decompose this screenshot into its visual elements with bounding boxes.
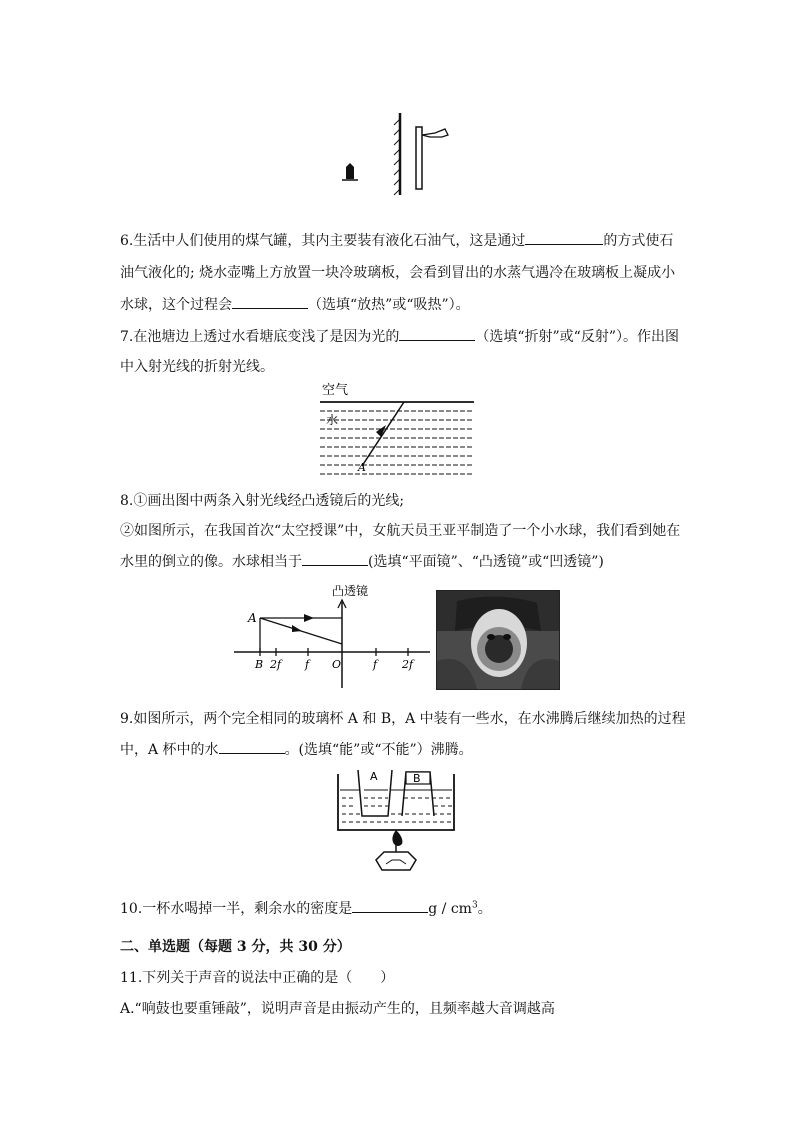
glass-cups-figure xyxy=(330,768,462,878)
water-ball-photo xyxy=(436,590,560,690)
q6-text: 水球，这个过程会 xyxy=(120,297,232,313)
q6-answer-blank-1[interactable] xyxy=(525,232,603,245)
q9-line-1: 9.如图所示，两个完全相同的玻璃杯 A 和 B，A 中装有一些水，在水沸腾后继续加热的过程 xyxy=(120,711,686,727)
q8-text: 水里的倒立的像。水球相当于 xyxy=(120,554,302,570)
q10-text: 10.一杯水喝掉一半，剩余水的密度是 xyxy=(120,901,353,917)
q8-line-1: 8.①画出图中两条入射光线经凸透镜后的光线; xyxy=(120,493,405,509)
origin-label: O xyxy=(332,658,342,671)
2f-left-label: 2f xyxy=(270,658,282,671)
q10-unit-exponent: 3 xyxy=(471,900,478,911)
q8-answer-blank[interactable] xyxy=(302,553,368,566)
q6-text: 6.生活中人们使用的煤气罐，其内主要装有液化石油气，这是通过 xyxy=(120,233,526,249)
q7-line-1 xyxy=(120,326,679,346)
q7-text: 7.在池塘边上透过水看塘底变浅了是因为光的 xyxy=(120,329,400,345)
photo-illustration xyxy=(437,591,559,689)
cup-a-label: A xyxy=(370,770,378,783)
q6-line-3 xyxy=(120,294,470,314)
point-b-label: B xyxy=(255,658,264,671)
q9-text: 中，A 杯中的水 xyxy=(120,742,219,758)
q11-stem: 11.下列关于声音的说法中正确的是（ ） xyxy=(120,970,395,986)
convex-lens-figure xyxy=(232,580,432,692)
q7-answer-blank[interactable] xyxy=(399,328,475,341)
q11-option-a[interactable]: A.“响鼓也要重锤敲”，说明声音是由振动产生的，且频率越大音调越高 xyxy=(120,1001,555,1017)
q6-text: 的方式使石 xyxy=(603,233,674,249)
q8-line-3 xyxy=(120,551,604,571)
q10-answer-blank[interactable] xyxy=(352,900,428,913)
mirror-candle-figure xyxy=(330,105,460,200)
q10-line xyxy=(120,898,492,918)
q8-text: (选填“平面镜”、“凸透镜”或“凹透镜”) xyxy=(368,554,604,570)
q7-line-2: 中入射光线的折射光线。 xyxy=(120,359,274,375)
q9-text: 。(选填“能”或“不能”）沸腾。 xyxy=(284,742,473,758)
water-label: 水 xyxy=(326,413,339,427)
point-a-label: A xyxy=(248,611,257,625)
f-left-label: f xyxy=(305,658,310,671)
point-a-label: A xyxy=(358,461,366,474)
q8-line-2: ②如图所示，在我国首次“太空授课”中，女航天员王亚平制造了一个小水球，我们看到她在 xyxy=(120,523,681,539)
q6-line-1 xyxy=(120,230,673,250)
f-right-label: f xyxy=(373,658,378,671)
lens-label: 凸透镜 xyxy=(332,584,369,598)
q6-answer-blank-2[interactable] xyxy=(232,296,308,309)
q10-unit: g / cm xyxy=(428,901,472,917)
q9-line-2 xyxy=(120,739,473,759)
cup-b-label: B xyxy=(413,772,421,785)
section-heading: 二、单选题（每题 3 分，共 30 分） xyxy=(120,939,351,955)
q9-answer-blank[interactable] xyxy=(219,741,285,754)
refraction-figure xyxy=(318,380,478,478)
q6-text: （选填“放热”或“吸热”）。 xyxy=(308,297,470,313)
q6-line-2: 油气液化的; 烧水壶嘴上方放置一块冷玻璃板，会看到冒出的水蒸气遇冷在玻璃板上凝成小 xyxy=(120,265,676,281)
q10-text: 。 xyxy=(477,901,492,917)
2f-right-label: 2f xyxy=(402,658,414,671)
air-label: 空气 xyxy=(322,383,349,398)
q7-text: （选填“折射”或“反射”）。作出图 xyxy=(475,329,679,345)
